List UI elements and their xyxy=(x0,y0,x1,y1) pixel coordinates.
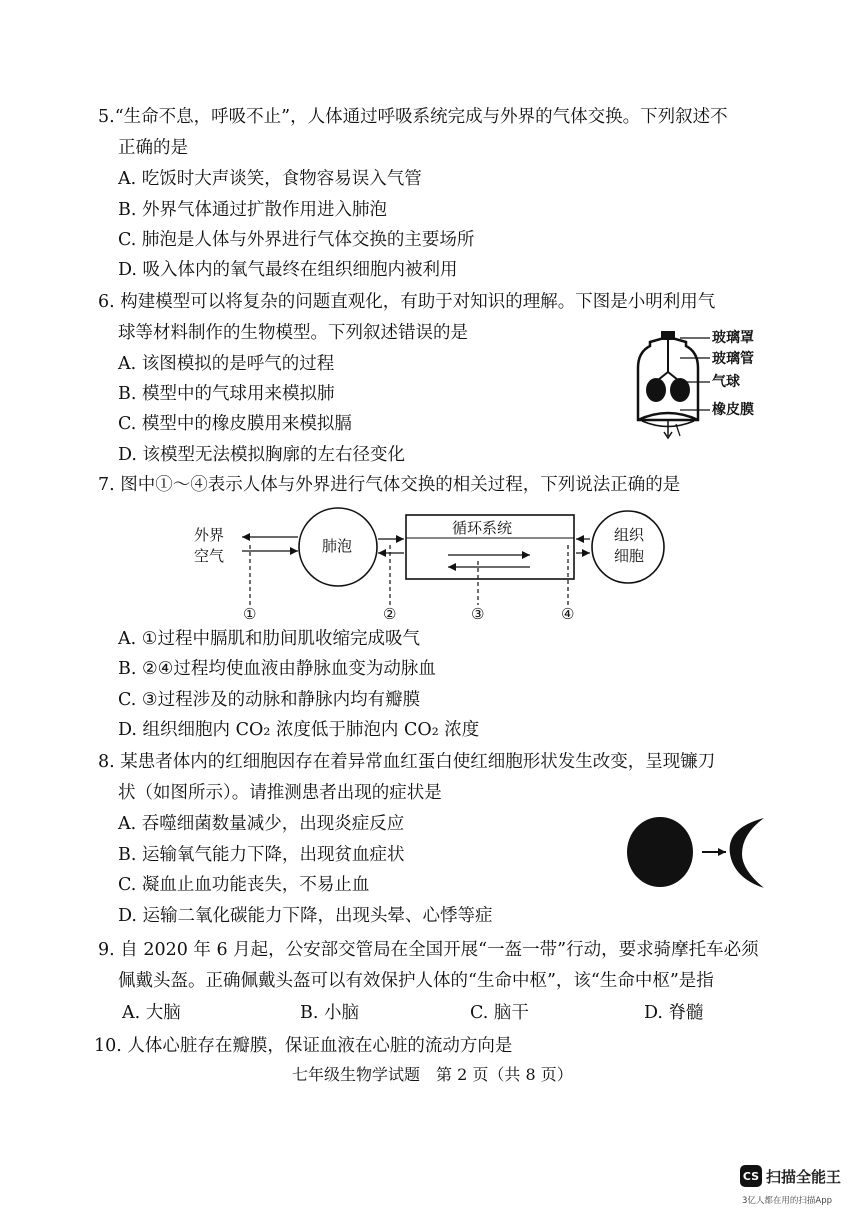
q8-option-d: D. 运输二氧化碳能力下降，出现头晕、心悸等症 xyxy=(118,906,493,926)
q8-option-c: C. 凝血止血功能丧失，不易止血 xyxy=(118,875,370,895)
q9-option-d: D. 脊髓 xyxy=(644,1003,704,1023)
label-outside-air-1: 外界 xyxy=(194,526,225,544)
scanner-app-tagline: 3亿人都在用的扫描App xyxy=(742,1196,833,1206)
page-footer: 七年级生物学试题 第 2 页（共 8 页） xyxy=(292,1065,573,1084)
q7-stem-line1: 7. 图中①～④表示人体与外界进行气体交换的相关过程，下列说法正确的是 xyxy=(98,475,681,495)
scanner-app-name: 扫描全能王 xyxy=(766,1168,842,1186)
process-num-1: ① xyxy=(243,605,257,623)
q6-option-b: B. 模型中的气球用来模拟肺 xyxy=(118,384,335,404)
q9-option-b: B. 小脑 xyxy=(300,1003,359,1023)
q8-stem-line2: 状（如图所示）。请推测患者出现的症状是 xyxy=(118,783,442,803)
q7-option-a: A. ①过程中膈肌和肋间肌收缩完成吸气 xyxy=(118,629,420,649)
gas-exchange-diagram xyxy=(190,505,680,625)
sickle-cell-figure xyxy=(626,814,768,890)
q7-option-d: D. 组织细胞内 CO₂ 浓度低于肺泡内 CO₂ 浓度 xyxy=(118,720,480,740)
q5-option-b: B. 外界气体通过扩散作用进入肺泡 xyxy=(118,200,387,220)
q5-stem-line1: 5.“生命不息，呼吸不止”，人体通过呼吸系统完成与外界的气体交换。下列叙述不 xyxy=(98,107,728,127)
q6-option-a: A. 该图模拟的是呼气的过程 xyxy=(118,354,335,374)
q9-option-a: A. 大脑 xyxy=(122,1003,181,1023)
q8-option-b: B. 运输氧气能力下降，出现贫血症状 xyxy=(118,845,405,865)
q6-stem-line1: 6. 构建模型可以将复杂的问题直观化，有助于对知识的理解。下图是小明利用气 xyxy=(98,292,716,312)
q5-option-c: C. 肺泡是人体与外界进行气体交换的主要场所 xyxy=(118,230,475,250)
label-balloon: 气球 xyxy=(712,374,740,390)
label-outside-air-2: 空气 xyxy=(194,547,225,565)
process-num-3: ③ xyxy=(471,605,485,623)
label-tissue-1: 组织 xyxy=(614,526,645,544)
q6-option-c: C. 模型中的橡皮膜用来模拟膈 xyxy=(118,414,352,434)
label-glass-tube: 玻璃管 xyxy=(712,351,754,367)
q5-option-a: A. 吃饭时大声谈笑，食物容易误入气管 xyxy=(118,169,422,189)
label-tissue-2: 细胞 xyxy=(614,547,645,565)
bell-jar-leader-lines xyxy=(680,332,710,422)
q7-option-c: C. ③过程涉及的动脉和静脉内均有瓣膜 xyxy=(118,690,421,710)
label-rubber-membrane: 橡皮膜 xyxy=(712,402,754,418)
q6-stem-line2: 球等材料制作的生物模型。下列叙述错误的是 xyxy=(118,323,468,343)
q8-option-a: A. 吞噬细菌数量减少，出现炎症反应 xyxy=(118,814,405,834)
q8-stem-line1: 8. 某患者体内的红细胞因存在着异常血红蛋白使红细胞形状发生改变，呈现镰刀 xyxy=(98,752,716,772)
label-circulation: 循环系统 xyxy=(452,519,513,537)
q9-stem-line1: 9. 自 2020 年 6 月起，公安部交管局在全国开展“一盔一带”行动，要求骑摩托车必须 xyxy=(98,940,759,960)
process-num-4: ④ xyxy=(561,605,575,623)
q9-option-c: C. 脑干 xyxy=(470,1003,529,1023)
q5-stem-line2: 正确的是 xyxy=(118,138,188,158)
label-alveolus: 肺泡 xyxy=(322,537,353,555)
process-num-2: ② xyxy=(383,605,397,623)
scanner-logo-icon: CS xyxy=(740,1165,762,1187)
q10-stem-line1: 10. 人体心脏存在瓣膜，保证血液在心脏的流动方向是 xyxy=(94,1036,513,1056)
label-glass-jar: 玻璃罩 xyxy=(712,330,754,346)
q9-stem-line2: 佩戴头盔。正确佩戴头盔可以有效保护人体的“生命中枢”，该“生命中枢”是指 xyxy=(118,971,714,991)
q6-option-d: D. 该模型无法模拟胸廓的左右径变化 xyxy=(118,445,406,465)
q5-option-d: D. 吸入体内的氧气最终在组织细胞内被利用 xyxy=(118,260,458,280)
q7-option-b: B. ②④过程均使血液由静脉血变为动脉血 xyxy=(118,659,436,679)
